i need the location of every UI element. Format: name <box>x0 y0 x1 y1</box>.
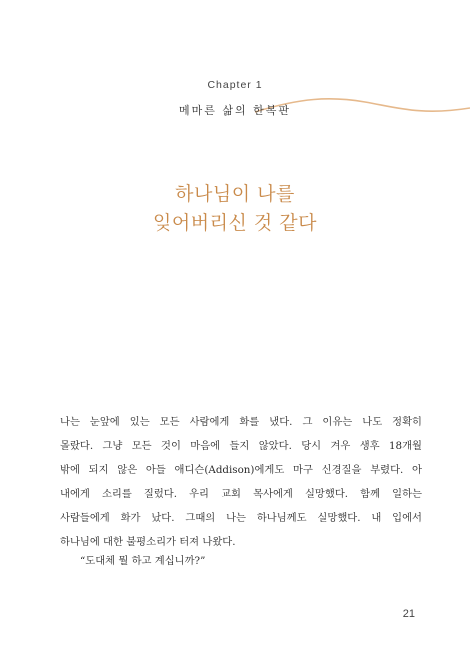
body-line: 사람들에게 화가 났다. 그때의 나는 하나님께도 실망했다. 내 입에서 <box>60 512 422 524</box>
chapter-title-line-1: 하나님이 나를 <box>175 183 295 205</box>
quote-line: “도대체 뭘 하고 계십니까?” <box>80 555 206 567</box>
body-line: 내에게 소리를 질렀다. 우리 교회 목사에게 실망했다. 함께 일하는 <box>60 488 422 500</box>
body-line: 밖에 되지 않은 아들 애디슨(Addison)에게도 마구 신경질을 부렸다. 아 <box>60 464 422 476</box>
body-paragraph <box>60 410 422 554</box>
chapter-subtitle: 메마른 삶의 한복판 <box>178 104 291 117</box>
body-line: 나는 눈앞에 있는 모든 사람에게 화를 냈다. 그 이유는 나도 정확히 <box>60 416 422 428</box>
body-line: 몰랐다. 그냥 모든 것이 마음에 들지 않았다. 당시 겨우 생후 18개월 <box>60 440 422 452</box>
chapter-title-line-2: 잊어버리신 것 같다 <box>153 212 317 234</box>
page-number: 21 <box>402 608 415 620</box>
chapter-title <box>0 180 470 238</box>
chapter-label: Chapter 1 <box>207 79 263 91</box>
body-line: 하나님에 대한 불평소리가 터져 나왔다. <box>60 536 236 548</box>
